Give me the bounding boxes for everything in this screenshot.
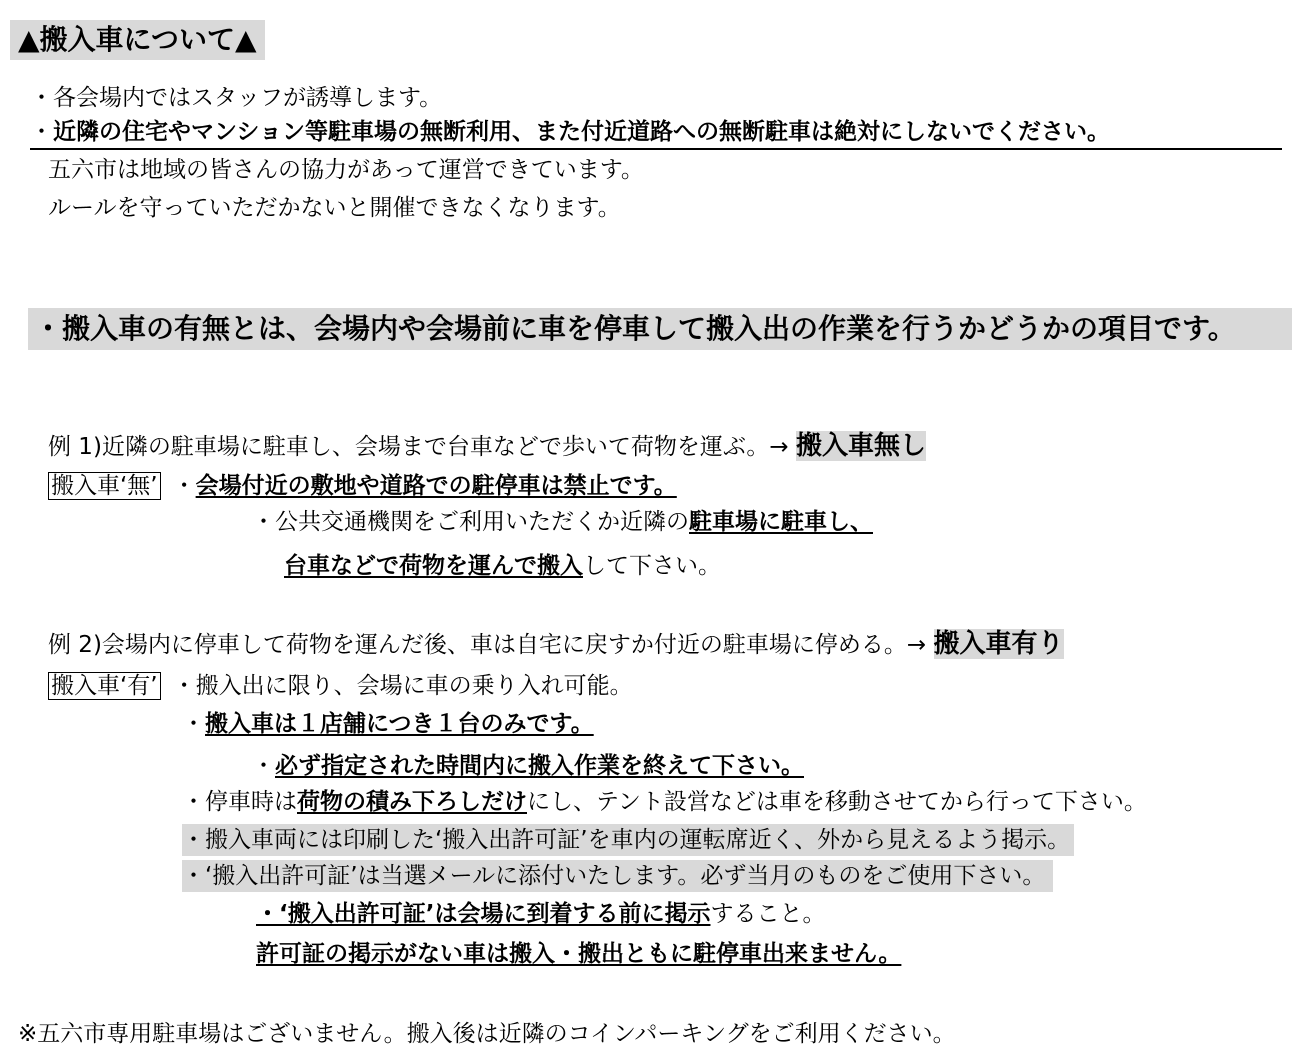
bullet: ・ [172, 473, 196, 499]
vehicle-entry-rule: ・搬入出に限り、会場に車の乗り入れ可能。 [172, 673, 633, 699]
example-2-result: 搬入車有り [933, 629, 1064, 659]
cart-text: して下さい。 [583, 553, 721, 579]
unload-text-c: にし、テント設営などは車を移動させてから行って下さい。 [527, 789, 1147, 815]
unload-text-a: ・停車時は [182, 789, 297, 815]
example-1-result: 搬入車無し [795, 431, 926, 461]
example-1-transit-line [252, 506, 873, 538]
no-parking-rule: 会場付近の敷地や道路での駐停車は禁止です。 [195, 473, 677, 499]
example-1 [48, 430, 926, 463]
intro-line-staff: ・各会場内ではスタッフが誘導します。 [30, 85, 443, 111]
intro-line-community: 五六市は地域の皆さんの協力があって運営できています。 [48, 157, 644, 183]
section-heading: ・搬入車の有無とは、会場内や会場前に車を停車して搬入出の作業を行うかどうかの項目です。 [28, 308, 1292, 350]
example-2-one-car-line [182, 708, 594, 740]
example-2-permit-line [256, 898, 825, 930]
underline-rule [30, 148, 1282, 150]
transit-text: ・公共交通機関をご利用いただくか近隣の [252, 509, 689, 535]
permit-email-rule: ・‘搬入出許可証’は当選メールに添付いたします。必ず当月のものをご使用下さい。 [182, 860, 1053, 892]
footer-note: ※五六市専用駐車場はございません。搬入後は近隣のコインパーキングをご利用ください。 [18, 1021, 956, 1047]
example-1-text: 例 1)近隣の駐車場に駐車し、会場まで台車などで歩いて荷物を運ぶ。→ [48, 434, 796, 460]
transit-emphasis: 駐車場に駐車し、 [689, 509, 873, 535]
example-2 [48, 628, 1064, 661]
example-1-cart-line [284, 550, 721, 582]
example-1-box-line [48, 470, 677, 502]
unload-emphasis: 荷物の積み下ろしだけ [297, 789, 527, 815]
no-vehicle-box: 搬入車‘無’ [48, 472, 161, 500]
example-2-text: 例 2)会場内に停車して荷物を運んだ後、車は自宅に戻すか付近の駐車場に停める。→ [48, 632, 934, 658]
no-parking-warning: 近隣の住宅やマンション等駐車場の無断利用、また付近道路への無断駐車は絶対にしないでください。 [53, 119, 1110, 145]
permit-display-text: すること。 [710, 901, 826, 927]
intro-line-warning [30, 116, 1110, 148]
permit-display-rule: ・搬入車両には印刷した‘搬入出許可証’を車内の運転席近く、外から見えるよう掲示。 [182, 824, 1074, 856]
example-2-time-line [252, 750, 804, 782]
no-permit-rule: 許可証の掲示がない車は搬入・搬出ともに駐停車出来ません。 [256, 941, 902, 967]
intro-line-rules: ルールを守っていただかないと開催できなくなります。 [48, 195, 621, 221]
bullet: ・ [30, 119, 53, 145]
one-car-rule: 搬入車は１店舗につき１台のみです。 [205, 711, 594, 737]
example-2-box-line [48, 670, 633, 702]
cart-emphasis: 台車などで荷物を運んで搬入 [284, 553, 583, 579]
with-vehicle-box: 搬入車‘有’ [48, 672, 161, 700]
page-title: ▲搬入車について▲ [10, 20, 265, 60]
bullet: ・ [182, 711, 205, 737]
permit-display-emphasis: ・‘搬入出許可証’は会場に到着する前に掲示 [256, 901, 711, 927]
time-limit-rule: 必ず指定された時間内に搬入作業を終えて下さい。 [275, 753, 804, 779]
bullet: ・ [252, 753, 275, 779]
example-2-unload-line [182, 786, 1147, 818]
